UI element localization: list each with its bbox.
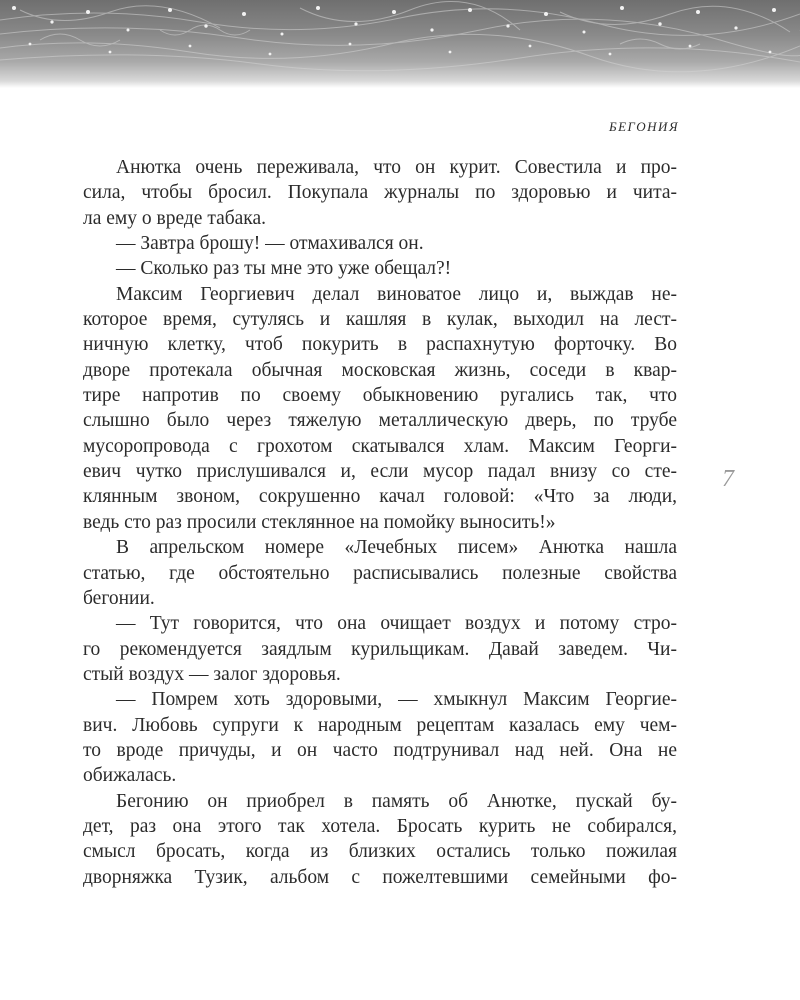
decorative-header-band [0, 0, 800, 88]
text-line: — Тут говорится, что она очищает воздух и потому стро- [116, 613, 677, 635]
text-line: Бегонию он приобрел в память об Анютке, пускай бу- [116, 790, 677, 812]
text-line: клянным звоном, сокрушенно качал головой: «Что за люди, [83, 486, 677, 508]
text-line: которое время, сутулясь и кашляя в кулак, выходил на лест- [83, 309, 677, 331]
text-line: — Помрем хоть здоровыми, — хмыкнул Максим Георгие- [116, 689, 677, 711]
text-line: статью, где обстоятельно расписывались полезные свойства [83, 562, 677, 584]
page-number: 7 [722, 466, 734, 492]
text-line: ничную клетку, чтоб покурить в распахнутую форточку. Во [83, 334, 677, 356]
text-line: ведь сто раз просили стеклянное на помойку выносить!» [83, 511, 556, 533]
text-line: тире напротив по своему обыкновению ругались так, что [83, 385, 677, 407]
text-line: сила, чтобы бросил. Покупала журналы по здоровью и чита- [83, 182, 677, 204]
text-line: евич чутко прислушивался и, если мусор падал внизу со сте- [83, 461, 677, 483]
body-text [83, 155, 677, 890]
text-line: стый воздух — залог здоровья. [83, 663, 341, 685]
text-line: го рекомендуется заядлым курильщикам. Давай заведем. Чи- [83, 638, 677, 660]
text-line: слышно было через тяжелую металлическую дверь, по трубе [83, 410, 677, 432]
text-line: смысл бросать, когда из близких остались только пожилая [83, 841, 677, 863]
text-line: бегонии. [83, 587, 155, 609]
text-line: дворняжка Тузик, альбом с пожелтевшими семейными фо- [83, 866, 677, 888]
snow-pattern-icon [0, 0, 800, 88]
text-line: ла ему о вреде табака. [83, 207, 267, 229]
text-line: мусоропровода с грохотом скатывался хлам. Максим Георги- [83, 435, 677, 457]
text-line: — Завтра брошу! — отмахивался он. [116, 233, 424, 255]
text-line: Анютка очень переживала, что он курит. Совестила и про- [116, 157, 677, 178]
text-line: Максим Георгиевич делал виноватое лицо и, выждав не- [116, 283, 677, 305]
text-line: — Сколько раз ты мне это уже обещал?! [116, 258, 452, 280]
text-line: В апрельском номере «Лечебных писем» Анютка нашла [116, 537, 677, 559]
text-line: то вроде причуды, и он часто подтрунивал над ней. Она не [83, 739, 677, 761]
text-line: вич. Любовь супруги к народным рецептам казалась ему чем- [83, 714, 677, 736]
running-head: БЕГОНИЯ [608, 119, 679, 134]
text-line: обижалась. [83, 765, 177, 787]
text-line: дворе протекала обычная московская жизнь, соседи в квар- [83, 359, 677, 381]
text-line: дет, раз она этого так хотела. Бросать курить не собирался, [83, 815, 677, 837]
